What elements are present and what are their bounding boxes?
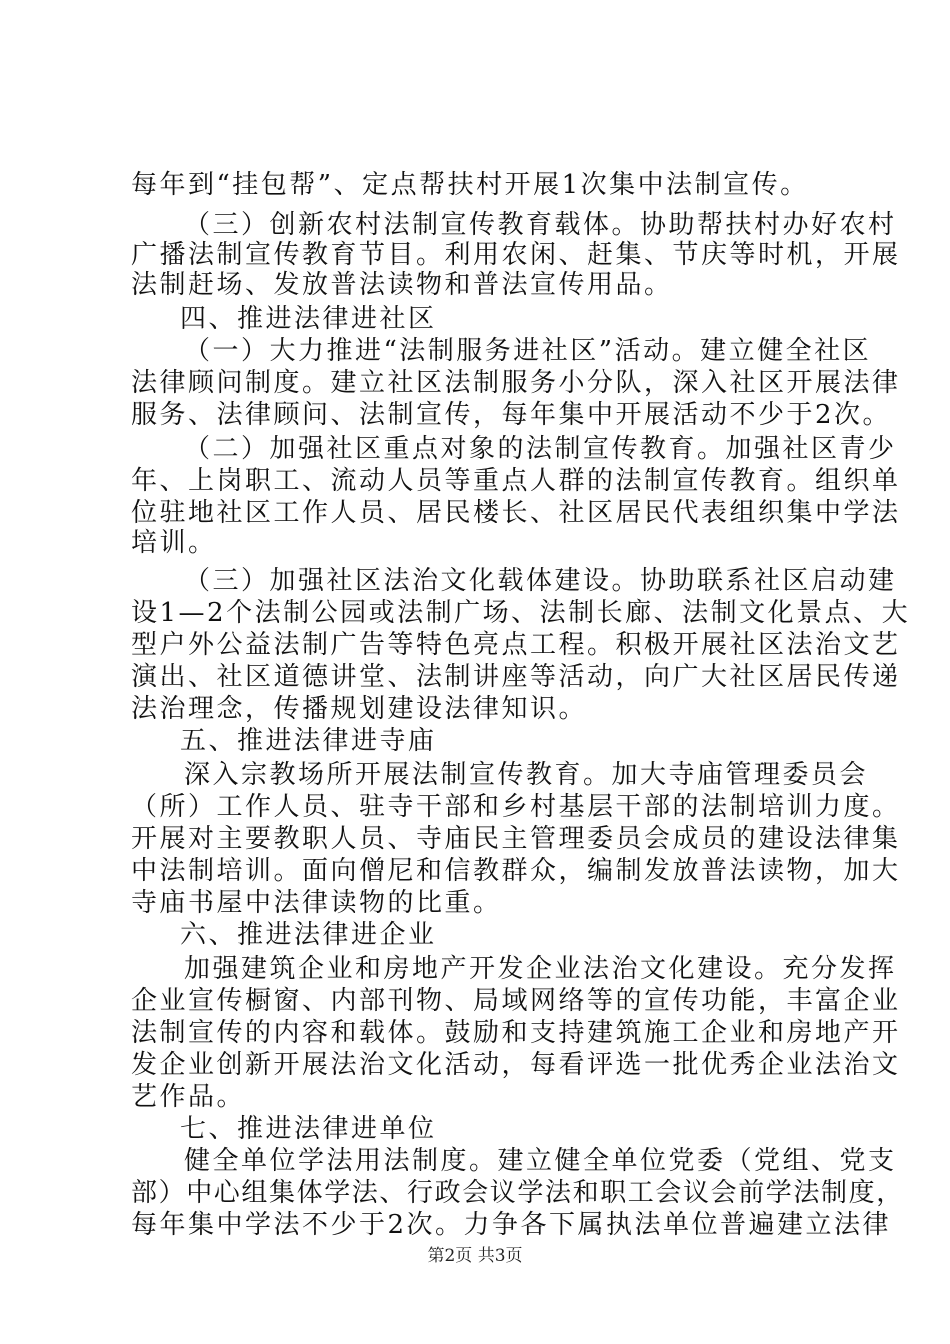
section-heading: 七、推进法律进单位 [180,1114,437,1144]
text-line: 型户外公益法制广告等特色亮点工程。积极开展社区法治文艺 [131,630,901,660]
text-line: 每年到“挂包帮”、定点帮扶村开展1次集中法制宣传。 [131,170,809,200]
text-line: 开展对主要教职人员、寺庙民主管理委员会成员的建设法律集 [131,824,901,854]
text-line: 设1—2个法制公园或法制广场、法制长廊、法制文化景点、大 [131,598,911,628]
text-line: 法制赶场、发放普法读物和普法宣传用品。 [131,270,673,300]
text-line: 企业宣传橱窗、内部刊物、局域网络等的宣传功能，丰富企业 [131,986,901,1016]
section-heading: 五、推进法律进寺庙 [180,726,437,756]
text-line: 年、上岗职工、流动人员等重点人群的法制宣传教育。组织单 [131,466,901,496]
paragraph-line: （三）加强社区法治文化载体建设。协助联系社区启动建 [184,566,897,596]
text-line: 法制宣传的内容和载体。鼓励和支持建筑施工企业和房地产开 [131,1018,901,1048]
text-line: 艺作品。 [131,1082,246,1112]
text-line: 位驻地社区工作人员、居民楼长、社区居民代表组织集中学法 [131,498,901,528]
paragraph-line: 加强建筑企业和房地产开发企业法治文化建设。充分发挥 [184,954,897,984]
text-line: 发企业创新开展法治文化活动，每看评选一批优秀企业法治文 [131,1050,901,1080]
page-number-footer: 第2页 共3页 [427,1246,523,1266]
paragraph-line: 健全单位学法用法制度。建立健全单位党委（党组、党支 [184,1146,897,1176]
paragraph-line: （二）加强社区重点对象的法制宣传教育。加强社区青少 [184,434,897,464]
text-line: 培训。 [131,528,217,558]
paragraph-line: 深入宗教场所开展法制宣传教育。加大寺庙管理委员会 [184,760,869,790]
text-line: 服务、法律顾问、法制宣传，每年集中开展活动不少于2次。 [131,400,892,430]
text-line: 每年集中学法不少于2次。力争各下属执法单位普遍建立法律 [131,1210,892,1240]
section-heading: 六、推进法律进企业 [180,920,437,950]
text-line: 演出、社区道德讲堂、法制讲座等活动，向广大社区居民传递 [131,662,901,692]
text-line: 部）中心组集体学法、行政会议学法和职工会议会前学法制度， [131,1178,904,1208]
text-line: 中法制培训。面向僧尼和信教群众，编制发放普法读物，加大 [131,856,901,886]
text-line: （所）工作人员、驻寺干部和乡村基层干部的法制培训力度。 [131,792,901,822]
paragraph-line: （三）创新农村法制宣传教育载体。协助帮扶村办好农村 [184,210,897,240]
text-line: 法治理念，传播规划建设法律知识。 [131,694,588,724]
paragraph-line: （一）大力推进“法制服务进社区”活动。建立健全社区 [184,336,872,366]
text-line: 寺庙书屋中法律读物的比重。 [131,888,502,918]
text-line: 广播法制宣传教育节目。利用农闲、赶集、节庆等时机，开展 [131,240,901,270]
text-line: 法律顾问制度。建立社区法制服务小分队，深入社区开展法律 [131,368,901,398]
section-heading: 四、推进法律进社区 [180,304,437,334]
